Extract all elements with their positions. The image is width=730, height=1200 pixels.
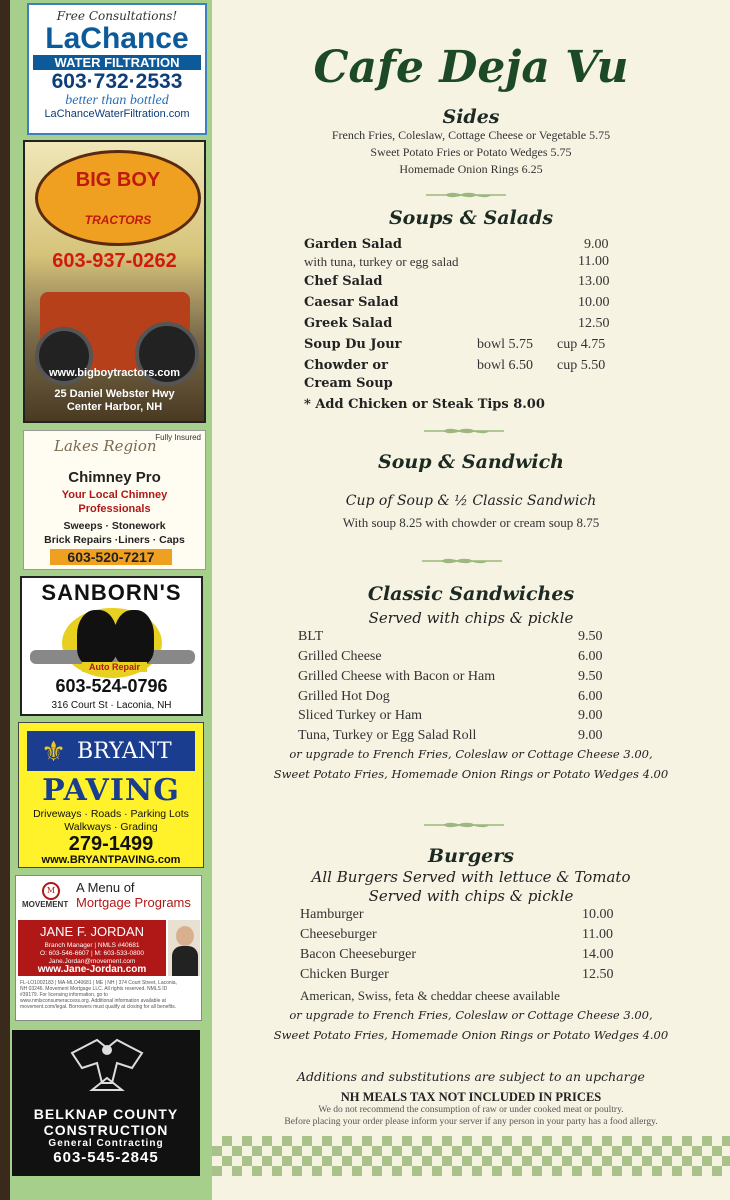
eagle-icon: [67, 1038, 147, 1098]
chimney-services-2: Brick Repairs ·Liners · Caps: [44, 534, 185, 546]
ad-lachance-slogan: better than bottled: [65, 93, 169, 108]
bryant-paving: PAVING: [42, 773, 180, 808]
menu-item-name: Soup Du Jour: [304, 337, 402, 352]
burgers-cheese-note: American, Swiss, feta & cheddar cheese available: [300, 988, 560, 1003]
burgers-upgrade-2: Sweet Potato Fries, Homemade Onion Rings or Potato Wedges 4.00: [273, 1028, 669, 1042]
chimney-services-1: Sweeps · Stonework: [63, 520, 166, 532]
bigboy-address: [25, 388, 204, 414]
bigboy-web: www.bigboytractors.com: [48, 367, 180, 379]
menu-item-price: 9.50: [578, 669, 603, 684]
menu-item-name: Chowder or: [304, 358, 388, 373]
burgers-subheading-2: Served with chips & pickle: [368, 887, 574, 905]
movement-details: [18, 942, 166, 966]
movement-logo-icon: M: [42, 882, 60, 900]
bryant-band: [27, 731, 195, 771]
chimney-services: [24, 519, 205, 547]
menu-bottom: [212, 1176, 730, 1200]
checker-border: [212, 1136, 730, 1176]
agent-head: [176, 926, 194, 946]
menu-item-cup-price: cup 4.75: [557, 337, 606, 352]
divider-ornament: [422, 556, 502, 566]
belknap-line3: General Contracting: [48, 1138, 164, 1149]
ad-belknap: [12, 1030, 200, 1176]
menu-item-name: Cheeseburger: [300, 927, 377, 942]
ad-sanborns: [20, 576, 203, 716]
menu-item-name: with tuna, turkey or egg salad: [304, 254, 459, 269]
menu-item-price: 12.50: [578, 316, 610, 331]
sides-line-2: Sweet Potato Fries or Potato Wedges 5.75: [370, 145, 572, 159]
sanborn-phone: 603-524-0796: [55, 676, 168, 696]
additions-note: Additions and substitutions are subject to an upcharge: [297, 1069, 645, 1084]
ad-lachance-web: LaChanceWaterFiltration.com: [44, 108, 190, 120]
menu-item-name: Garden Salad: [304, 237, 402, 252]
menu-item-name: Chef Salad: [304, 274, 383, 289]
bryant-services: [19, 808, 203, 834]
menu-item-price: 9.00: [578, 728, 603, 743]
bigboy-name: BIG BOY: [75, 169, 161, 191]
fleur-de-lis-icon: ⚜: [41, 735, 67, 768]
belknap-line1: BELKNAP COUNTY: [33, 1106, 179, 1122]
divider-ornament: [426, 190, 506, 200]
menu-item-price: 11.00: [582, 927, 613, 942]
ad-bigboy: [23, 140, 206, 423]
bigboy-logo: [35, 150, 201, 246]
menu-item-cup-price: cup 5.50: [557, 358, 606, 373]
movement-headline: [76, 880, 191, 910]
menu-item-price: 6.00: [578, 689, 603, 704]
menu-item-price: 10.00: [578, 295, 610, 310]
menu-item-price: 10.00: [582, 907, 614, 922]
menu-item-name: Bacon Cheeseburger: [300, 947, 416, 962]
chimney-insured: Fully Insured: [155, 433, 201, 442]
ad-lachance-sub: WATER FILTRATION: [33, 55, 201, 70]
divider-ornament: [424, 820, 504, 830]
menu-item-bowl-price: bowl 6.50: [477, 358, 533, 373]
soup-sandwich-line-1: Cup of Soup & ½ Classic Sandwich: [345, 493, 597, 509]
ad-movement-mortgage: [15, 875, 202, 1021]
menu-item-name: Grilled Cheese: [298, 649, 382, 664]
ad-lachance: [27, 3, 207, 135]
menu-item-name: BLT: [298, 629, 324, 644]
bigboy-phone: 603-937-0262: [52, 250, 177, 272]
menu-item-name: Grilled Hot Dog: [298, 689, 390, 704]
agent-photo: [168, 920, 200, 976]
soups-heading: Soups & Salads: [388, 207, 554, 229]
sanborn-name: SANBORN'S: [41, 580, 182, 605]
sanborn-tag: Auto Repair: [82, 662, 147, 672]
menu-item-bowl-price: bowl 5.75: [477, 337, 533, 352]
sanborn-address: 316 Court St · Laconia, NH: [51, 700, 172, 711]
chimney-tagline: [24, 488, 205, 516]
menu-item-name: Greek Salad: [304, 316, 393, 331]
movement-email: Jane.Jordan@movement.com: [48, 958, 136, 965]
ad-lachance-name: LaChance: [45, 22, 189, 55]
tax-note: NH MEALS TAX NOT INCLUDED IN PRICES: [340, 1090, 602, 1104]
menu-title: Cafe Deja Vu: [313, 42, 629, 93]
movement-headline-1: A Menu of: [76, 880, 135, 895]
agent-shirt: [172, 946, 198, 976]
bryant-services-2: Walkways · Grading: [64, 821, 158, 833]
menu-item-name: Grilled Cheese with Bacon or Ham: [298, 669, 496, 684]
movement-person: JANE F. JORDAN: [39, 924, 144, 939]
menu-item-price: 12.50: [582, 967, 614, 982]
classic-upgrade-1: or upgrade to French Fries, Coleslaw or Cottage Cheese 3.00,: [289, 747, 653, 761]
menu-item-price: 9.00: [578, 708, 603, 723]
menu-item-name: Hamburger: [300, 907, 364, 922]
burgers-heading: Burgers: [428, 845, 514, 867]
soup-sandwich-line-2: With soup 8.25 with chowder or cream soup 8.75: [342, 515, 600, 530]
dog-icon: [114, 610, 154, 665]
allergy-warning: Before placing your order please inform your server if any person in your party has a food allergy.: [284, 1117, 658, 1127]
bryant-phone: 279-1499: [68, 833, 154, 855]
menu-item-name: Caesar Salad: [304, 295, 399, 310]
belknap-line2: CONSTRUCTION: [43, 1122, 169, 1138]
menu-item-price: 6.00: [578, 649, 603, 664]
movement-brand: MOVEMENT: [22, 900, 69, 909]
bryant-web: www.BRYANTPAVING.com: [41, 854, 181, 866]
movement-headline-2: Mortgage Programs: [76, 895, 191, 910]
movement-title: Branch Manager | NMLS #40681: [44, 942, 140, 949]
ad-chimney-pro: [23, 430, 206, 570]
belknap-text: [12, 1106, 200, 1166]
ad-lachance-tagline: Free Consultations!: [56, 9, 178, 23]
belknap-phone: 603-545-2845: [53, 1149, 159, 1166]
divider-ornament: [424, 426, 504, 436]
menu-item-name: Cream Soup: [304, 376, 393, 391]
sides-line-3: Homemade Onion Rings 6.25: [399, 162, 543, 176]
movement-contact: O: 603-546-6607 | M: 603-533-0800: [40, 950, 144, 957]
menu-item-name: Sliced Turkey or Ham: [298, 708, 423, 723]
menu-item-price: 14.00: [582, 947, 614, 962]
chimney-phone: 603-520-7217: [50, 549, 172, 565]
bigboy-sub: TRACTORS: [84, 213, 152, 227]
sides-heading: Sides: [442, 106, 500, 128]
menu-item-price: 11.00: [578, 254, 609, 269]
dog-icon: [77, 610, 117, 665]
sides-line-1: French Fries, Coleslaw, Cottage Cheese or Vegetable 5.75: [331, 128, 611, 142]
bryant-name: BRYANT: [77, 739, 172, 764]
chimney-tagline-2: Professionals: [78, 503, 151, 515]
chimney-name: Chimney Pro: [68, 469, 161, 486]
menu-item-price: 13.00: [578, 274, 610, 289]
bigboy-address-line1: 25 Daniel Webster Hwy: [54, 388, 175, 400]
bigboy-address-line2: Center Harbor, NH: [66, 401, 163, 413]
bryant-services-1: Driveways · Roads · Parking Lots: [33, 808, 189, 820]
menu-item-price: 9.50: [578, 629, 603, 644]
classic-upgrade-2: Sweet Potato Fries, Homemade Onion Rings or Potato Wedges 4.00: [273, 767, 669, 781]
burgers-upgrade-1: or upgrade to French Fries, Coleslaw or Cottage Cheese 3.00,: [289, 1008, 653, 1022]
classic-subheading: Served with chips & pickle: [368, 609, 574, 627]
tractor-image: [40, 292, 190, 372]
ad-bryant-paving: [18, 722, 204, 868]
menu-item-name: Chicken Burger: [300, 967, 389, 982]
movement-fine-print: FL-LO1002183 | MA-MLO40681 | ME | NH | 374 Court Street, Laconia, NH 03246. Movement Mortgage LLC. All rights reserved. NMLS ID #39179. For licensing information, go to www.nmlsconsumeraccess.org. Additional information available at movement.com/legal. Borrowers must qualify at closing for all benefits.: [20, 980, 177, 1010]
menu-item-name: Tuna, Turkey or Egg Salad Roll: [298, 728, 477, 743]
burgers-subheading-1: All Burgers Served with lettuce & Tomato: [311, 868, 631, 886]
chimney-script: Lakes Region: [54, 437, 157, 455]
addon-note: * Add Chicken or Steak Tips 8.00: [304, 397, 545, 412]
menu-item-price: 9.00: [584, 237, 609, 252]
classic-heading: Classic Sandwiches: [367, 583, 575, 605]
ad-lachance-phone: 603·732·2533: [51, 70, 183, 93]
chimney-tagline-1: Your Local Chimney: [61, 489, 168, 501]
movement-web: www.Jane-Jordan.com: [37, 964, 147, 975]
soup-sandwich-heading: Soup & Sandwich: [378, 451, 564, 473]
consumption-warning: We do not recommend the consumption of raw or under cooked meat or poultry.: [318, 1105, 624, 1115]
